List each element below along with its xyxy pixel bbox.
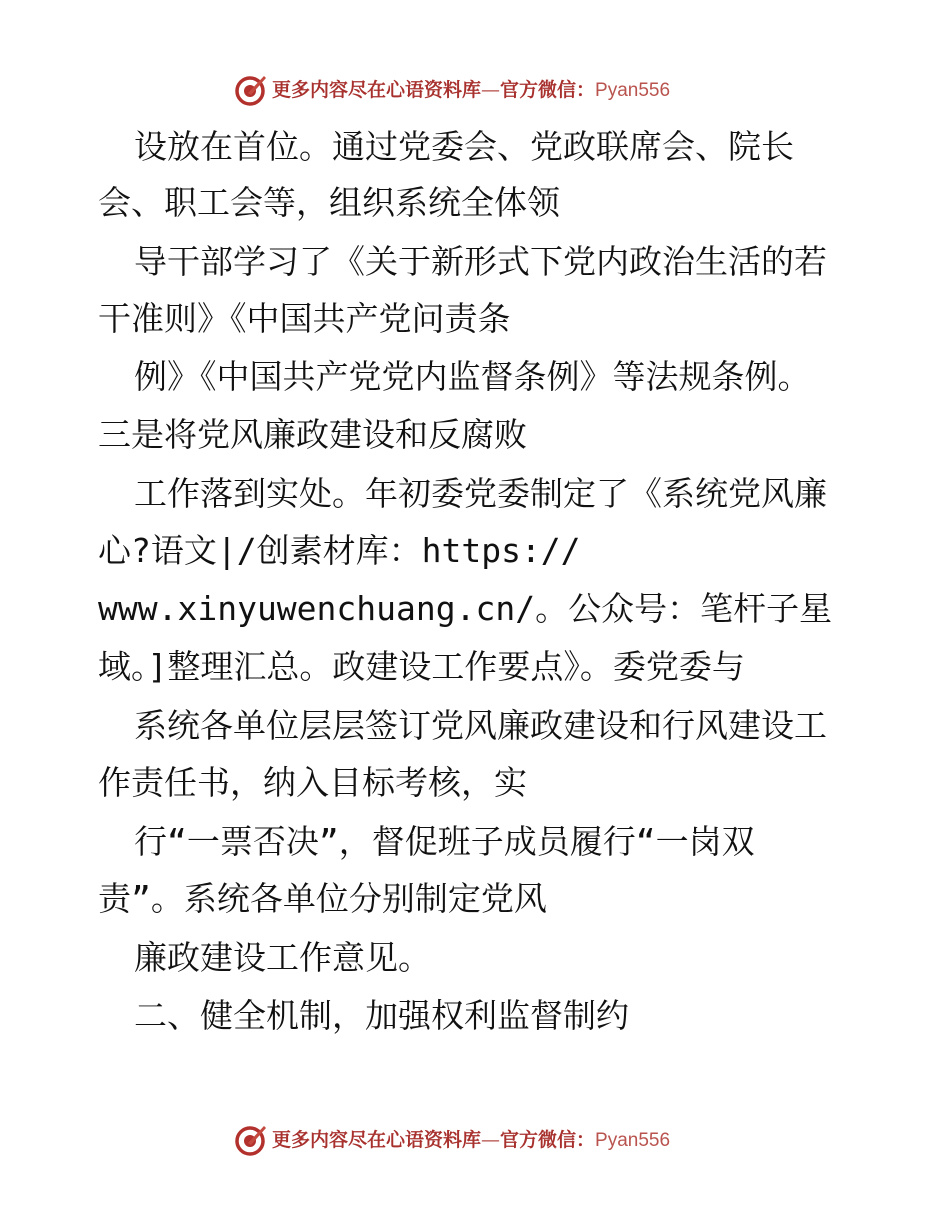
footer-banner-label: 官方微信： (500, 1129, 596, 1151)
text-line: www.xinyuwenchuang.cn/。公众号：笔杆子星 (98, 589, 833, 628)
text-line: 工作落到实处。年初委党委制定了《系统党风廉 (134, 474, 827, 513)
footer-banner-text (272, 1127, 670, 1153)
header-banner-label: 官方微信： (500, 79, 596, 101)
header-banner-sep: — (481, 79, 501, 101)
text-line: 心?语文|/创素材库：https:// (98, 531, 581, 570)
text-line: 域。]整理汇总。政建设工作要点》。委党委与 (98, 647, 745, 686)
text-line: 会、职工会等，组织系统全体领 (98, 183, 560, 222)
text-line: 廉政建设工作意见。 (134, 938, 431, 977)
header-banner-id: Pyan556 (595, 80, 671, 101)
text-line: 二、健全机制，加强权利监督制约 (134, 996, 629, 1035)
text-line: 干准则》《中国共产党问责条 (98, 299, 511, 338)
header-banner (0, 70, 950, 110)
text-line: 导干部学习了《关于新形式下党内政治生活的若 (134, 242, 827, 281)
text-line: 作责任书，纳入目标考核，实 (98, 763, 527, 802)
text-line: 系统各单位层层签订党风廉政建设和行风建设工 (134, 706, 827, 745)
header-banner-text (272, 77, 670, 103)
footer-banner-sep: — (481, 1129, 501, 1151)
quill-logo-icon (234, 73, 268, 107)
footer-banner (0, 1120, 950, 1160)
text-line: 设放在首位。通过党委会、党政联席会、院长 (134, 127, 794, 166)
text-line: 三是将党风廉政建设和反腐败 (98, 415, 527, 454)
footer-banner-main: 更多内容尽在心语资料库 (272, 1129, 482, 1151)
text-line: 责”。系统各单位分别制定党风 (98, 879, 547, 918)
quill-logo-icon (234, 1123, 268, 1157)
footer-banner-id: Pyan556 (595, 1130, 671, 1151)
text-line: 例》《中国共产党党内监督条例》等法规条例。 (134, 357, 811, 396)
text-line: 行“一票否决”，督促班子成员履行“一岗双 (134, 822, 755, 861)
header-banner-main: 更多内容尽在心语资料库 (272, 79, 482, 101)
